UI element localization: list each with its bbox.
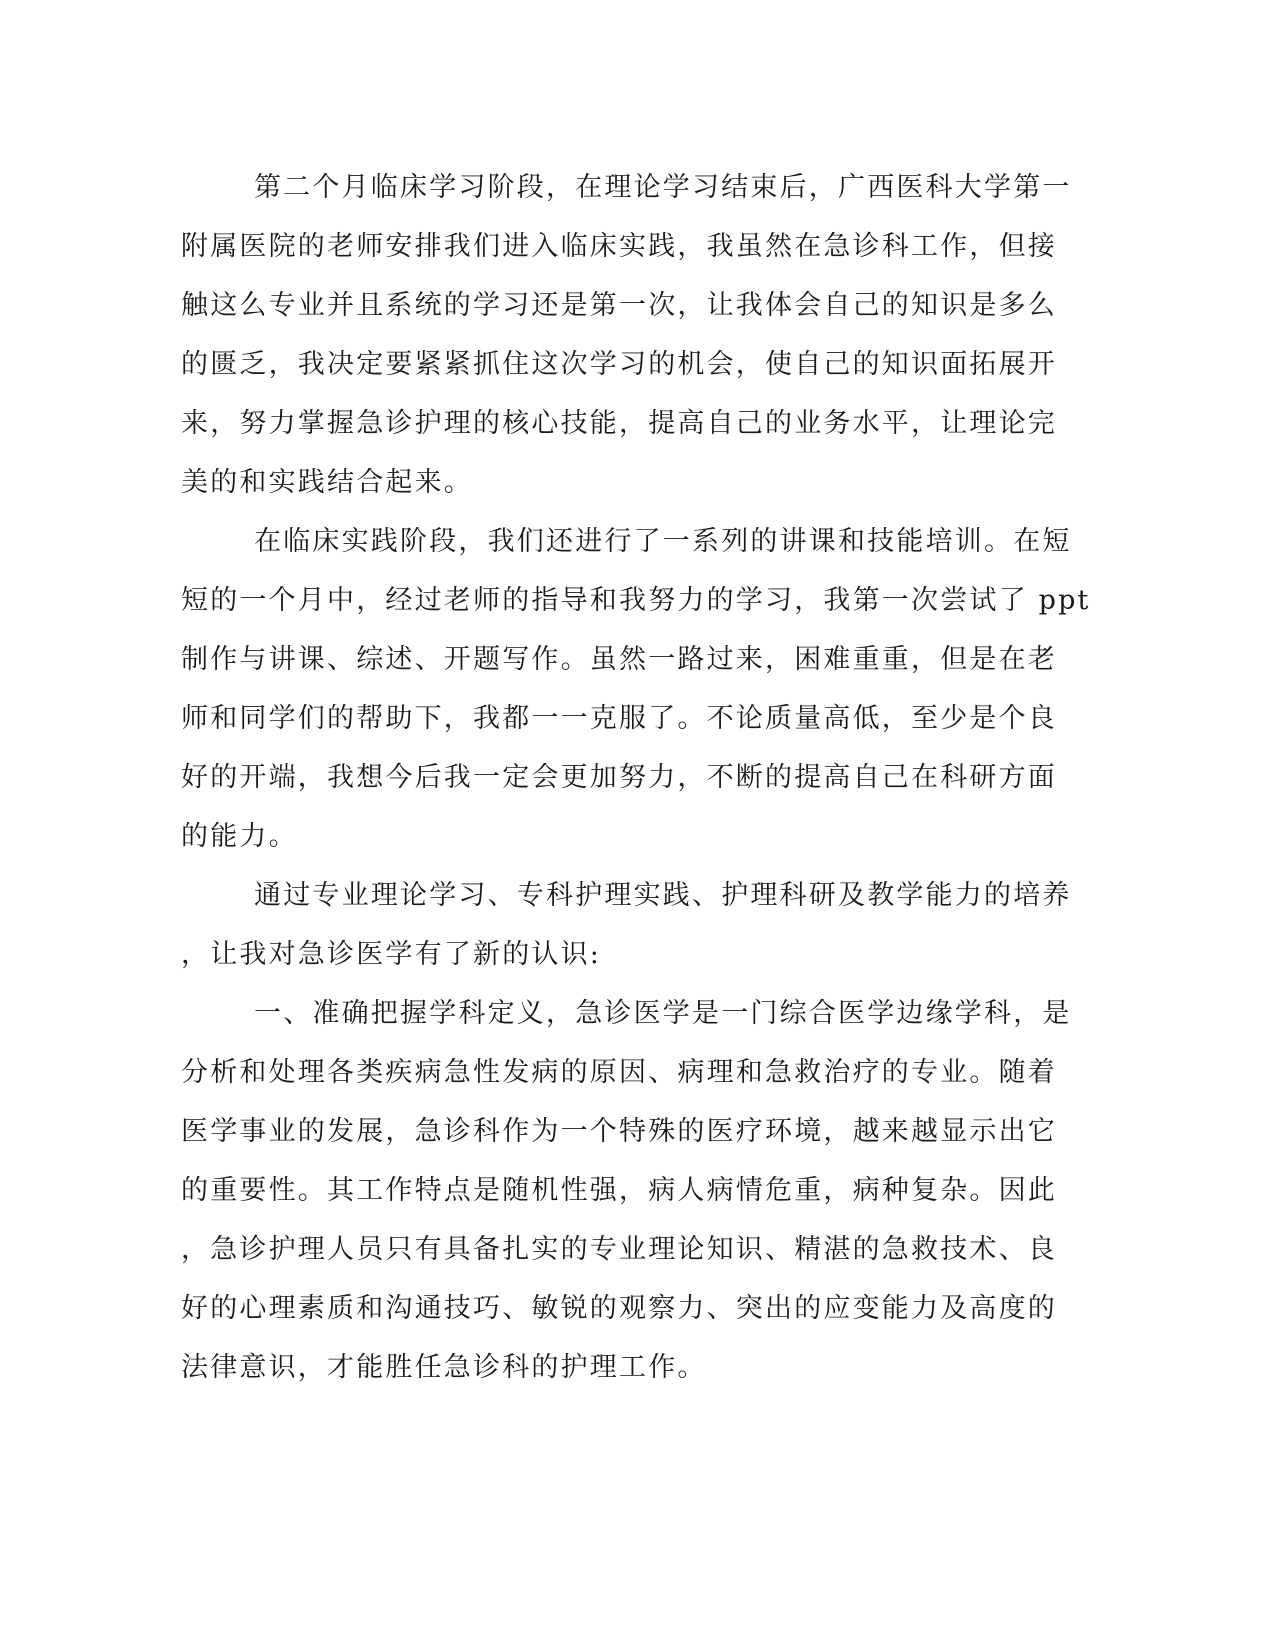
paragraph-discipline-definition [181, 984, 1072, 1397]
text-line: 第二个月临床学习阶段，在理论学习结束后，广西医科大学第一 [254, 172, 1072, 203]
text-line: 在临床实践阶段，我们还进行了一系列的讲课和技能培训。在短 [254, 526, 1072, 557]
text-line: 好的开端，我想今后我一定会更加努力，不断的提高自己在科研方面 [181, 762, 1057, 793]
text-line: 的重要性。其工作特点是随机性强，病人病情危重，病种复杂。因此 [181, 1175, 1057, 1206]
text-line: 师和同学们的帮助下，我都一一克服了。不论质量高低，至少是个良 [181, 703, 1057, 734]
text-line: 的能力。 [181, 821, 298, 852]
text-line: 来，努力掌握急诊护理的核心技能，提高自己的业务水平，让理论完 [181, 408, 1057, 439]
text-line: 分析和处理各类疾病急性发病的原因、病理和急救治疗的专业。随着 [181, 1057, 1057, 1088]
text-line: 的匮乏，我决定要紧紧抓住这次学习的机会，使自己的知识面拓展开 [181, 349, 1057, 380]
paragraph-clinical-practice [181, 512, 1091, 866]
text-line: 法律意识，才能胜任急诊科的护理工作。 [181, 1352, 707, 1383]
text-line: 美的和实践结合起来。 [181, 467, 473, 498]
text-line: 一、准确把握学科定义，急诊医学是一门综合医学边缘学科，是 [254, 998, 1072, 1029]
text-line: 制作与讲课、综述、开题写作。虽然一路过来，困难重重，但是在老 [181, 644, 1057, 675]
text-line: 附属医院的老师安排我们进入临床实践，我虽然在急诊科工作，但接 [181, 231, 1057, 262]
paragraph-new-understanding [181, 866, 1072, 984]
text-line: 通过专业理论学习、专科护理实践、护理科研及教学能力的培养 [254, 880, 1072, 911]
paragraph-clinical-study [181, 158, 1072, 512]
text-line: 短的一个月中，经过老师的指导和我努力的学习，我第一次尝试了 ppt [181, 585, 1091, 616]
text-line: 医学事业的发展，急诊科作为一个特殊的医疗环境，越来越显示出它 [181, 1116, 1057, 1147]
text-line: ，急诊护理人员只有具备扎实的专业理论知识、精湛的急救技术、良 [181, 1234, 1057, 1265]
text-line: 触这么专业并且系统的学习还是第一次，让我体会自己的知识是多么 [181, 290, 1057, 321]
document-body [181, 158, 1091, 1397]
text-line: ，让我对急诊医学有了新的认识: [181, 939, 602, 970]
text-line: 好的心理素质和沟通技巧、敏锐的观察力、突出的应变能力及高度的 [181, 1293, 1057, 1324]
